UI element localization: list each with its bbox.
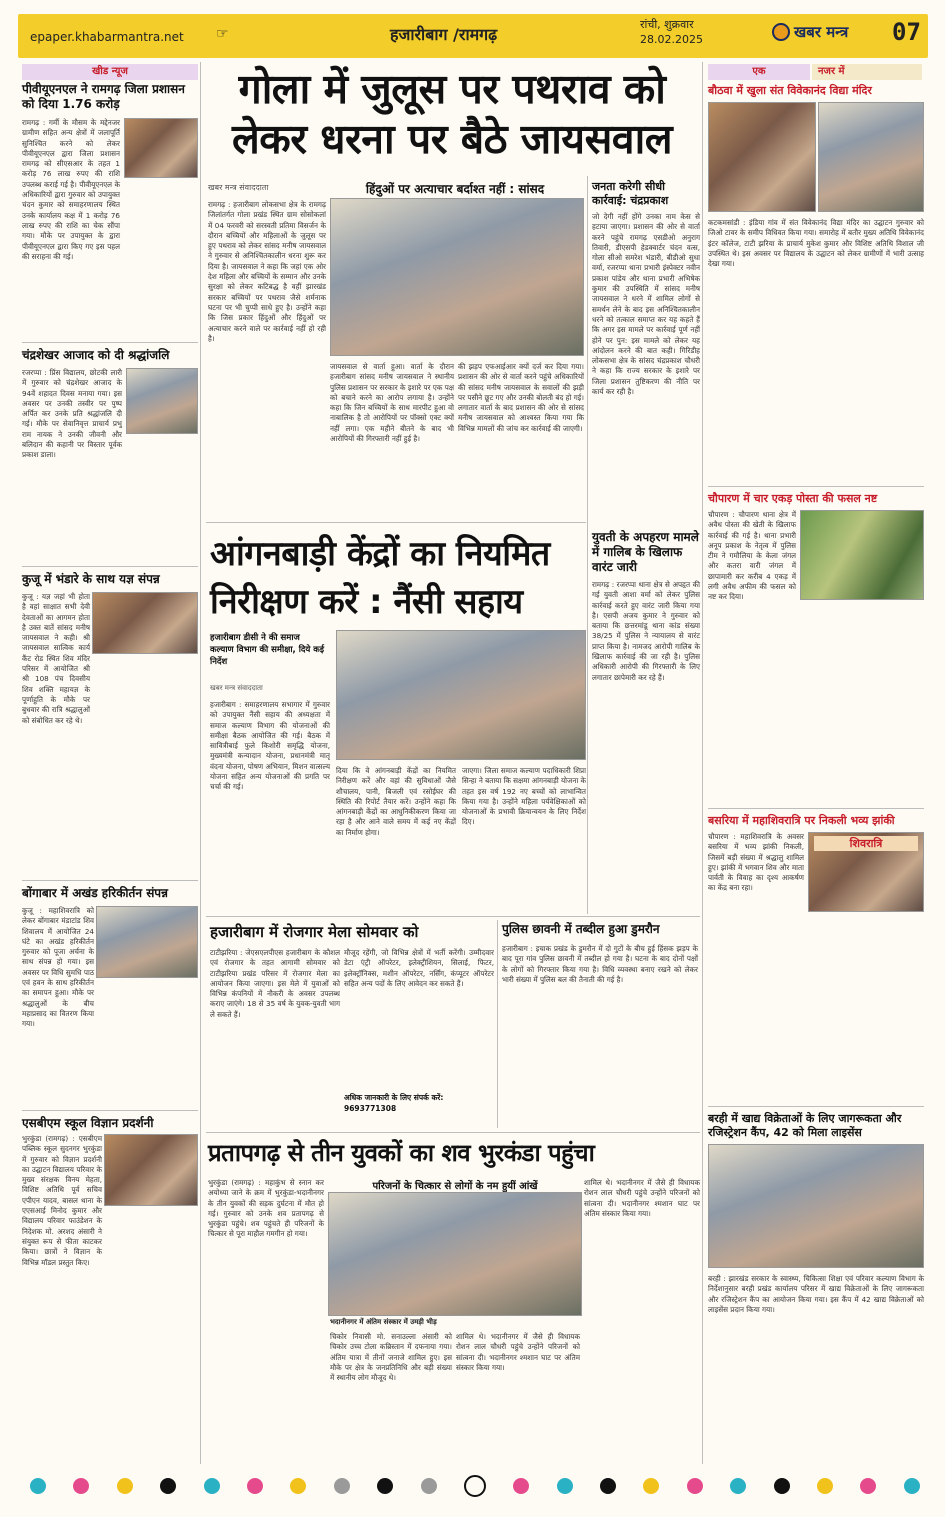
aanganbadi-byline: खबर मन्त्र संवाददाता [210, 684, 263, 692]
story-janta-body: जो देगी नहीं होंगे उनका नाम केस से हटाया जाएगा। प्रशासन की ओर से वार्ता करने पहुंचे रामगढ़ एसडीओ अनुराग तिवारी, डीएसपी हेडक्वार्टर चंदन वत्स, गोला सीओ समरेश भंडारी, बीडीओ सुधा वर्मा, रजरप्पा थाना प्रभारी इंस्पेक्टर नवीन प्रकाश पांडेय और थाना प्रभारी अभिषेक कुमार की उपस्थिति में सांसद मनीष जायसवाल ने धरने में शामिल लोगों से समर्थन लेने के बाद इस अनिश्चितकालीन धरने को तत्काल समाप्त कर यह कहते हैं कि अगर इस मामले पर कार्रवाई पूर्ण नहीं होने पर पुन: इस मामले को लेकर यह आंदोलन करने की बात कही। गिरिडीह लोकसभा क्षेत्र के सांसद चंद्रप्रकाश चौधरी ने कहा कि राज्य सरकार के इशारे पर जिला प्रशासन तुष्टिकरण की नीति पर कार्य कर रही है। [592, 212, 700, 397]
pratapgarh-body-2: चिकोर निवासी मो. सनाउल्ला अंसारी को चिकोर उच्च टोला कब्रिस्तान में दफनाया गया। अंतिम यात्रा में तीनों जनाजे शामिल हुए। इस मौके पर क्षेत्र के जनप्रतिनिधि और बड़ी संख्या में स्थानीय लोग मौजूद थे। [330, 1332, 452, 1383]
headline-yuvati: युवती के अपहरण मामले में गालिब के खिलाफ वारंट जारी [592, 530, 699, 574]
color-dot [730, 1478, 746, 1494]
main-body-1: रामगढ़ : हजारीबाग लोकसभा क्षेत्र के रामगढ़ जिलांतर्गत गोला प्रखंड स्थित ग्राम सोसोकलां में 04 फरवरी को सरस्वती प्रतिमा विसर्जन के दौरान बच्चियों और महिलाओं के जुलूस पर हुए पथराव को लेकर सांसद मनीष जायसवाल ने गुरुवार से अनिश्चितकालीन धरना शुरू कर दिया है। जायसवाल ने कहा कि जहां एक ओर देश महिला और बच्चियों के सम्मान और उनके सुरक्षा को लेकर कटिबद्ध है वहीं झारखंड सरकार बच्चियों पर पथराव जैसे शर्मनाक घटना पर भी चुप्पी साधे हुए है। उन्होंने कहा कि जिस प्रकार हिंदुओं और हिंदुओं पर अत्याचार करने वाले पर कार्रवाई नहीं हो रही है। [208, 200, 326, 343]
rozgar-contact: अधिक जानकारी के लिए संपर्क करें: 9693771308 [344, 1093, 444, 1113]
pointer-hand-icon: ☞ [216, 26, 229, 42]
dateline [640, 17, 703, 47]
photo-school-1 [708, 102, 816, 212]
main-byline: खबर मन्त्र संवाददाता [208, 183, 269, 192]
headline-harikirtan: बोंगाबार में अखंड हरिकीर्तन संपन्न [22, 886, 168, 900]
aanganbadi-body-2: दिया कि वे आंगनबाड़ी केंद्रों का नियमित निरीक्षण करें और वहां की सुविधाओं जैसे शौचालय, पानी, बिजली एवं रसोईघर की स्थिति की रिपोर्ट तैयार करें। उन्होंने कहा कि आंगनबाड़ी केंद्रों का आधुनिकीकरण किया जा रहा है और आने वाले समय में कई नए केंद्रों का निर्माण होगा। [336, 766, 456, 837]
page-number: 07 [892, 18, 921, 46]
registration-marks [30, 1473, 920, 1499]
photo-school-2 [818, 102, 924, 212]
color-dot [247, 1478, 263, 1494]
section-tag: खीड न्यूज [22, 64, 198, 80]
photo-azad [126, 368, 198, 434]
divider [206, 916, 700, 917]
headline-police: पुलिस छावनी में तब्दील हुआ डुमरौन [502, 922, 660, 936]
rozgar-body-2: मौजूद रहेंगी, जो विभिन्न क्षेत्रों में भर्ती करेंगी। उम्मीदवार डेटा एंट्री ऑपरेटर, इलेक्ट्रीशियन, सिलाई, फिटर, इलेक्ट्रॉनिक्स, मशीन ऑपरेटर, नर्सिंग, कंप्यूटर ऑपरेटर सहित अन्य पदों के लिए आवेदन कर सकते हैं। [344, 948, 494, 988]
headline-science-exhibition: एसबीएम स्कूल विज्ञान प्रदर्शनी [22, 1116, 154, 1130]
tag-nazar: नजर में [812, 64, 922, 80]
pratapgarh-caption: भदानीनगर में अंतिम संस्कार में उमड़ी भीड़ [330, 1318, 437, 1326]
color-dot [204, 1478, 220, 1494]
story-harikirtan-body: कुजू : महाशिवरात्रि को लेकर बोंगाबार मंडाटांड शिव शिवालय में आयोजित 24 घंटे का अखंड हरिकीर्तन गुरुवार को पूजा अर्चना के साथ संपन्न हो गया। इस अवसर पर विधि सुमधि पाठ एवं हवन के साथ हरिकीर्तन का समापन हुआ। मौके पर श्रद्धालुओं के बीच महाप्रसाद का वितरण किया गया। [22, 906, 94, 1029]
color-dot [687, 1478, 703, 1494]
photo-license-camp [708, 1144, 924, 1268]
story-posta-body: चौपारण : चौपारण थाना क्षेत्र में अवैध पोस्ता की खेती के खिलाफ कार्रवाई की गई है। थाना प्रभारी अनूप प्रकाश के नेतृत्व में पुलिस टीम ने गमौलिया के केला जंगल और कतरा वारी जंगल में छापामारी कर करीब 4 एकड़ में लगी अवैध अफीम की फसल को नष्ट कर दिया। [708, 510, 796, 602]
color-dot [557, 1478, 573, 1494]
headline-pratapgarh: प्रतापगढ़ से तीन युवकों का शव भुरकंडा पहुंचा [208, 1139, 595, 1167]
headline-license-camp: बरही में खाद्य विक्रेताओं के लिए जागरूकता और रजिस्ट्रेशन कैंप, 42 को मिला लाइसेंस [708, 1112, 902, 1139]
pratapgarh-body-1: भुरकुंडा (रामगढ़) : महाकुंभ से स्नान कर अयोध्या जाने के क्रम में भुरकुंडा-भदानीनगर के तीन युवकों की सड़क दुर्घटना में मौत हो गई। गुरुवार को उनके शव प्रतापगढ़ से भुरकुंडा पहुंचे। शव पहुंचते ही परिजनों के चित्कार से पूरा माहौल गमगीन हो गया। [208, 1178, 324, 1239]
column-divider [497, 920, 498, 1128]
color-dot [117, 1478, 133, 1494]
color-dot [377, 1478, 393, 1494]
logo-icon [772, 23, 790, 41]
divider [22, 342, 198, 343]
color-dot [774, 1478, 790, 1494]
column-divider [200, 62, 201, 1464]
headline-pvunl: पीवीयूएनएल ने रामगढ़ जिला प्रशासन को दिया 1.76 करोड़ [22, 82, 185, 111]
main-body-3: की झड़प एफआईआर क्यों दर्ज कर दिया गया। प्रशासन की ओर से वार्ता करने पहुंचे अधिकारियों की सांसद मनीष जायसवाल के सवालों की झड़ी पर पसीने छूट गए और उनकी बोलती बंद हो गई। लगातार वार्ता के बाद प्रशासन की ओर से सांसद मनीष जायसवाल को आश्वस्त किया गया कि विभिन्न मामलों की जांच कर कार्रवाई की जाएगी। [458, 362, 584, 433]
photo-funeral [328, 1192, 582, 1316]
story-kuju-body-a: कुजू : यज्ञ जहां भी होता है वहां साक्षात सभी देवी देवताओं का आगमन होता है उक्त बातें सांसद मनीष जायसवाल ने कही। श्री जायसवाल सात्विक कार्य कैंट रोड स्थित शिव मंदिर परिसर में आयोजित श्री श्री 108 पंच दिवसीय शिव शक्ति महायज्ञ के पूर्णाहुति के मौके पर बुधवार की रात्रि श्रद्धालुओं को संबोधित कर रहे थे। [22, 592, 90, 725]
color-dot [600, 1478, 616, 1494]
column-divider [587, 524, 588, 914]
aanganbadi-body-1: हजारीबाग : समाहरणालय सभागार में गुरुवार को उपायुक्त नैंसी सहाय की अध्यक्षता में समाज कल्याण विभाग की योजनाओं की समीक्षा बैठक आयोजित की गई। बैठक में सावित्रीबाई फुले किशोरी समृद्धि योजना, मुख्यमंत्री कन्यादान योजना, प्रधानमंत्री मातृ वंदना योजना, पोषण अभियान, मिशन वात्सल्य योजना सहित अन्य योजनाओं की प्रगति पर चर्चा की गई। [210, 700, 330, 792]
place-day: रांची, शुक्रवार [640, 18, 694, 31]
headline-kuju-yagya: कुजू में भंडारे के साथ यज्ञ संपन्न [22, 572, 160, 586]
color-dot [334, 1478, 350, 1494]
divider [206, 1132, 700, 1133]
main-photo-dharna [330, 198, 584, 356]
aanganbadi-body-3: जाएगा। जिला समाज कल्याण पदाधिकारी शिप्रा सिन्हा ने बताया कि सक्षमा आंगनबाड़ी योजना के तहत इस वर्ष 192 नए बच्चों को लाभान्वित किया गया है। उन्होंने महिला पर्यवेक्षिकाओं को योजनाओं के प्रभावी क्रियान्वयन के लिए निर्देश दिए। [462, 766, 586, 827]
divider [22, 1110, 198, 1111]
pratapgarh-sub: परिजनों के चित्कार से लोगों के नम हुयीं आंखें [372, 1181, 538, 1192]
main-body-2: जायसवाल से वार्ता हुआ। वार्ता के दौरान हजारीबाग सांसद मनीष जायसवाल ने स्थानीय पुलिस प्रशासन पर सरकार के इशारे पर एक पक्ष को बचाने करने का आरोप लगाया है। उन्होंने कहा कि जिन बच्चियों के साथ मारपीट हुआ वो नाबालिक है तो आरोपियों पर पॉक्सो एक्ट क्यों नहीं लगा। एक महीने बीतने के बाद भी आरोपियों की गिरफ्तारी नहीं हुई है। [330, 362, 454, 444]
registration-crosshair-icon [464, 1475, 486, 1497]
story-science-body: भुरकुंडा (रामगढ़) : एसबीएम पब्लिक स्कूल सुदनगर भुरकुंडा में गुरुवार को विज्ञान प्रदर्शनी का उद्घाटन विद्यालय परिवार के मुख्य संरक्षक विनय मेहता, विशिष्ट अतिथि पूर्व सचिव एपीएन यादव, बासल थाना के एएसआई मिनोद कुमार और विद्यालय परिवार फाउंडेशन के निदेशक मो. अरशद अंसारी ने संयुक्त रूप से फीता काटकर किया। छात्रों ने विज्ञान के विभिन्न मॉडल प्रस्तुत किए। [22, 1134, 102, 1267]
aanganbadi-sub: हजारीबाग डीसी ने की समाज कल्याण विभाग की समीक्षा, दिये कई निर्देश [210, 633, 325, 667]
photo-poppy-field [800, 510, 924, 600]
color-dot [160, 1478, 176, 1494]
story-vidya-mandir-body: कटकमसांडी : इंडिया गांव में संत विवेकानंद विद्या मंदिर का उद्घाटन गुरुवार को जिओ टावर के समीप विधिवत किया गया। समारोह में बतौर मुख्य अतिथि विवेकानंद इंटर कॉलेज, टाटी झरिया के प्राचार्य मुकेश कुमार और विशिष्ट अतिथि विशाल जी उपस्थित थे। इस अवसर पर विद्यालय के उद्घाटन को लेकर ग्रामीणों में भारी उत्साह देखा गया। [708, 218, 924, 269]
photo-yagya [92, 592, 198, 654]
rozgar-body-1: टाटीझरिया : जेएसएलपीएस हजारीबाग के कौशल एवं रोजगार के तहत आगामी सोमवार को टाटीझरिया प्रखंड परिसर में रोजगार मेला का आयोजन किया जाएगा। इस मेले में युवाओं को विभिन्न कंपनियों में नौकरी के अवसर उपलब्ध कराए जाएंगे। 18 से 35 वर्ष के युवक-युवती भाग ले सकते हैं। [210, 948, 340, 1019]
divider [708, 486, 924, 487]
color-dot [643, 1478, 659, 1494]
divider [206, 522, 586, 523]
headline-vidya-mandir: बौठवा में खुला संत विवेकानंद विद्या मंदिर [708, 84, 872, 97]
color-dot [421, 1478, 437, 1494]
pratapgarh-body-names: शामिल थे। भदानीनगर में जैसे ही विधायक रोशन लाल चौधरी पहुंचे उन्होंने परिजनों को सांत्वना दी। भदानीनगर श्मशान घाट पर अंतिम संस्कार किया गया। [456, 1332, 580, 1372]
color-dot [860, 1478, 876, 1494]
story-azad-body: रजरप्पा : प्रिंस विद्यालय, छोटकी लारी में गुरुवार को चंद्रशेखर आजाद के 94वें शहादत दिवस मनाया गया। इस अवसर पर उनकी तस्वीर पर पुष्प अर्पित कर उनके प्रति श्रद्धांजलि दी गई। मौके पर सेवानिवृत्त प्राचार्य प्रभु राम नायक ने उनकी जीवनी और बलिदान की कहानी पर विस्तार पूर्वक प्रकाश डाला। [22, 368, 122, 460]
brand-logo [772, 22, 848, 42]
story-jhanki-body: चौपारण : महाशिवरात्रि के अवसर बसरिया में भव्य झांकी निकली, जिसमें बड़ी संख्या में श्रद्धालु शामिल हुए। झांकी में भगवान शिव और माता पार्वती के विवाह का दृश्य आकर्षण का केंद्र बना रहा। [708, 832, 804, 893]
story-police-body: हजारीबाग : इचाक प्रखंड के डुमरौन में दो गुटों के बीच हुई हिंसक झड़प के बाद पूरा गांव पुलिस छावनी में तब्दील हो गया है। घटना के बाद दोनों पक्षों के लोगों को गिरफ्तार किया गया है। विधि व्यवस्था बनाए रखने को लेकर भारी संख्या में पुलिस बल की तैनाती की गई है। [502, 944, 698, 984]
divider [708, 1106, 924, 1107]
headline-aanganbadi: आंगनबाड़ी केंद्रों का नियमित निरीक्षण करें : नैंसी सहाय [210, 534, 550, 622]
photo-harikirtan [96, 906, 198, 978]
brand-name: खबर मन्त्र [794, 23, 849, 41]
column-divider [587, 176, 588, 524]
jhanki-banner: शिवरात्रि [814, 836, 918, 851]
color-dot [817, 1478, 833, 1494]
color-dot [30, 1478, 46, 1494]
headline-azad: चंद्रशेखर आजाद को दी श्रद्धांजलि [22, 348, 170, 362]
divider [22, 880, 198, 881]
story-license-body: बरही : झारखंड सरकार के स्वास्थ्य, चिकित्सा शिक्षा एवं परिवार कल्याण विभाग के निर्देशानुसार बरही प्रखंड कार्यालय परिसर में खाद्य विक्रेताओं के लिए जागरूकता और रजिस्ट्रेशन कैंप का आयोजन किया गया। इस कैंप में 42 खाद्य विक्रेताओं को लाइसेंस प्रदान किया गया। [708, 1274, 924, 1314]
pratapgarh-body-3: शामिल थे। भदानीनगर में जैसे ही विधायक रोशन लाल चौधरी पहुंचे उन्होंने परिजनों को सांत्वना दी। भदानीनगर श्मशान घाट पर अंतिम संस्कार किया गया। [584, 1178, 700, 1218]
color-dot [290, 1478, 306, 1494]
site-url[interactable]: epaper.khabarmantra.net [30, 30, 184, 44]
divider [708, 808, 924, 809]
color-dot [904, 1478, 920, 1494]
headline-rozgar: हजारीबाग में रोजगार मेला सोमवार को [210, 923, 419, 941]
headline-jhanki: बसरिया में महाशिवरात्रि पर निकली भव्य झांकी [708, 814, 895, 827]
story-pvunl-body: रामगढ़ : गर्मी के मौसम के मद्देनजर ग्रामीण सहित अन्य क्षेत्रों में जलापूर्ति सुनिश्चित करने को लेकर पीवीयूएनएल द्वारा जिला प्रशासन रामगढ़ को सीएसआर के तहत 1 करोड़ 76 लाख रुपए की राशि उपलब्ध कराई गई है। पीवीयूएनएल के अधिकारियों द्वारा गुरुवार को उपायुक्त चंदन कुमार को समाहरणालय स्थित उनके कार्यालय कक्ष में 1 करोड़ 76 लाख रुपए की राशि का चेक सौंपा गया। मौके पर उपायुक्त के द्वारा पीवीयूएनएल द्वारा किए गए इस पहल की सराहना की गई। [22, 118, 120, 261]
headline-posta: चौपारण में चार एकड़ पोस्ता की फसल नष्ट [708, 492, 878, 505]
main-headline: गोला में जुलूस पर पथराव को लेकर धरना पर बैठे जायसवाल [231, 65, 673, 163]
photo-science-exhibition [104, 1134, 198, 1206]
tag-ek: एक [708, 64, 810, 80]
story-yuvati-body: रामगढ़ : रजरप्पा थाना क्षेत्र से अपहृत की गई युवती आशा वर्मा को लेकर पुलिस कार्रवाई करते हुए वारंट जारी किया गया है। एसपी अजय कुमार ने गुरुवार को बताया कि छत्तरमांडू थाना कांड संख्या 38/25 में पुलिस ने न्यायालय से वारंट प्राप्त किया है। नामजद आरोपी गालिब के खिलाफ कार्रवाई की जा रही है। पुलिस अधिकारी आरोपी की गिरफ्तारी के लिए लगातार छापेमारी कर रहे हैं। [592, 580, 700, 682]
photo-meeting [336, 630, 586, 760]
color-dot [73, 1478, 89, 1494]
headline-janta: जनता करेगी सीधी कार्रवाई: चंद्रप्रकाश [592, 180, 669, 207]
photo-cheque [124, 118, 198, 178]
color-dot [513, 1478, 529, 1494]
date: 28.02.2025 [640, 33, 703, 46]
section-title: हजारीबाग /रामगढ़ [390, 25, 498, 44]
column-divider [702, 62, 703, 1464]
main-photo-caption: हिंदुओं पर अत्याचार बर्दाश्त नहीं : सांसद [365, 182, 545, 196]
divider [22, 566, 198, 567]
